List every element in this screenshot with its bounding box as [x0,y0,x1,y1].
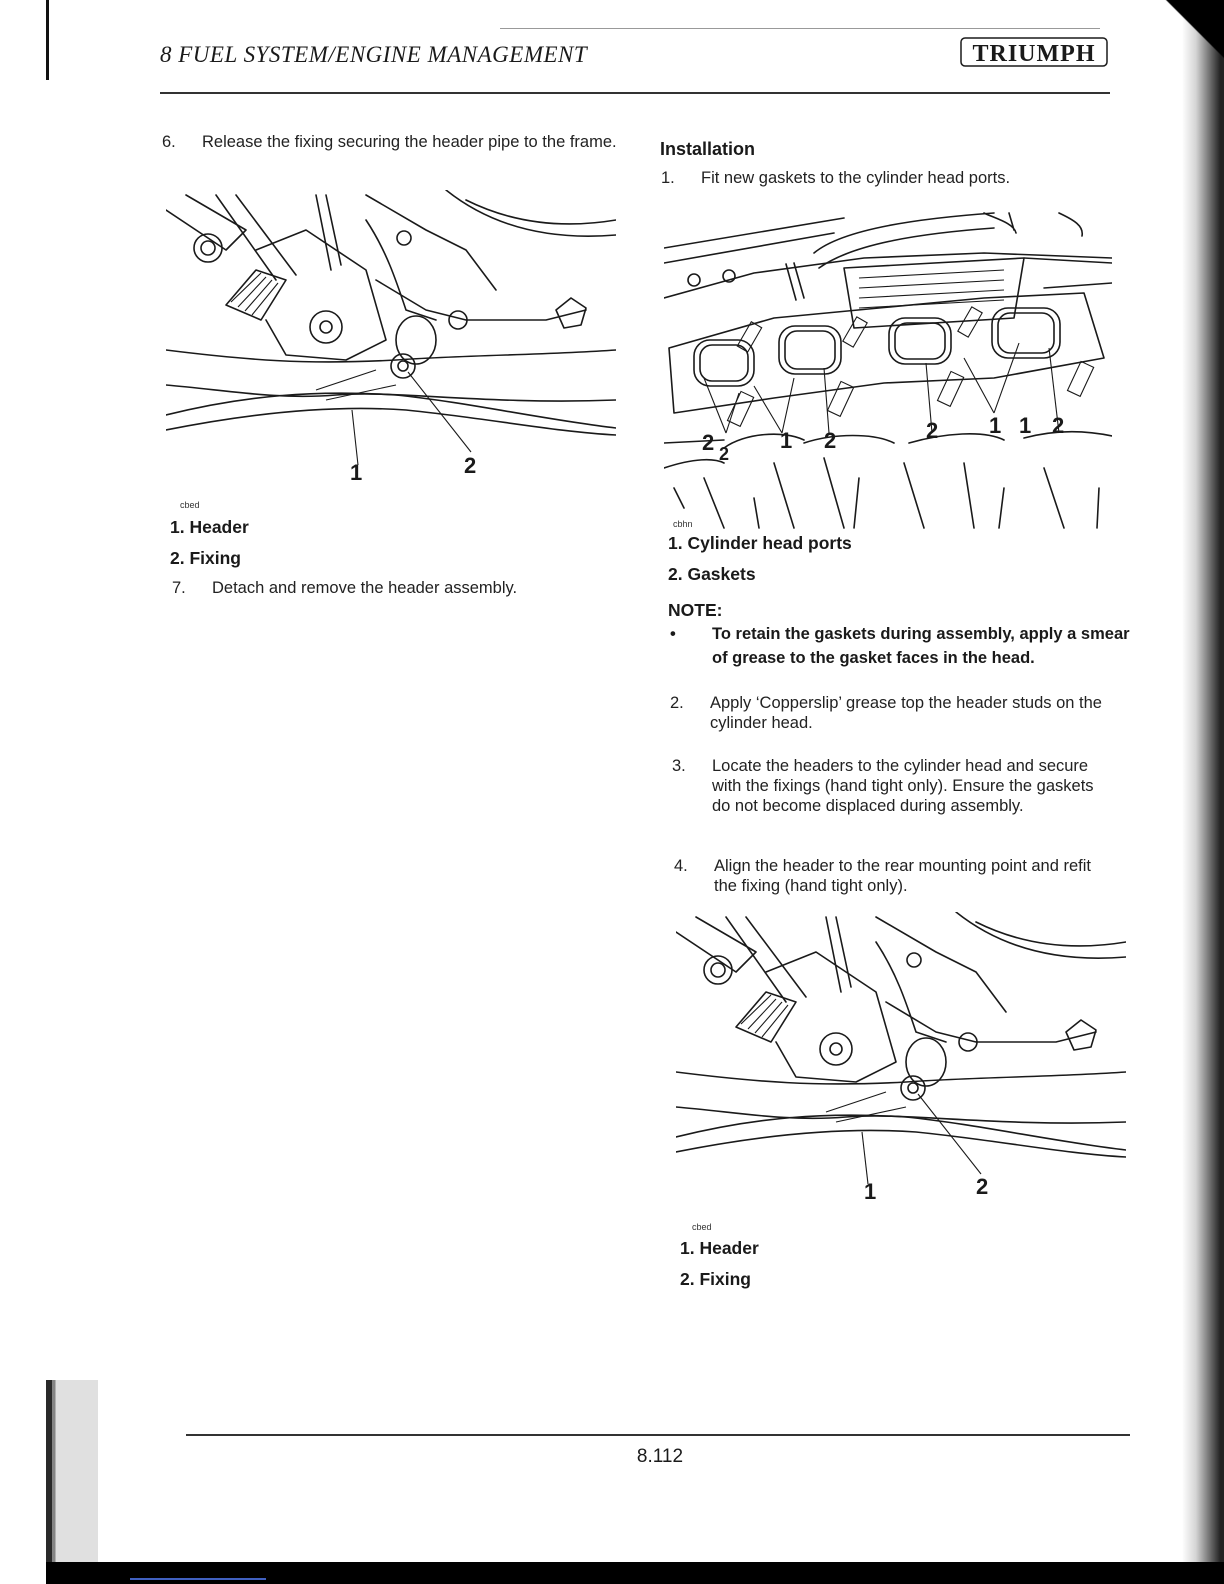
header-rule [160,92,1110,94]
scan-edge [46,0,49,80]
figure-caption: 2. Gaskets [668,564,756,584]
step-4 [674,856,1114,896]
step-7 [172,578,632,598]
svg-text:2: 2 [824,428,837,453]
step-number: 4. [674,857,688,875]
step-text: Locate the headers to the cylinder head and secure with the fixings (hand tight only). Ensure the gaskets do not become displaced during assembly. [712,757,1094,815]
figure-caption: 2. Fixing [170,548,241,568]
step-text: Release the fixing securing the header pipe to the frame. [202,133,617,151]
figure-code: cbhn [673,519,693,529]
figure-code: cbed [692,1222,712,1232]
step-2 [670,693,1126,733]
step-text: Align the header to the rear mounting point and refit the fixing (hand tight only). [714,857,1091,895]
scan-edge [46,1562,1224,1584]
svg-text:1: 1 [989,413,1002,438]
step-text: Detach and remove the header assembly. [212,579,518,597]
svg-text:1: 1 [1019,413,1032,438]
scan-edge [1114,0,1224,80]
figure-code: cbed [180,500,200,510]
svg-text:2: 2 [702,430,715,455]
note-text: To retain the gaskets during assembly, apply a smear of grease to the gasket faces in the head. [712,625,1130,667]
scan-edge [46,1380,98,1584]
figure-caption: 1. Header [170,517,249,537]
step-text: Apply ‘Copperslip’ grease top the header studs on the cylinder head. [710,694,1102,732]
step-number: 7. [172,579,186,597]
step-number: 1. [661,169,675,187]
figure-header-fixing-removal [166,190,616,490]
figure-caption: 1. Header [680,1238,759,1258]
step-6 [162,132,622,152]
step-text: Fit new gaskets to the cylinder head ports. [701,169,1011,187]
step-number: 6. [162,133,176,151]
svg-text:2: 2 [976,1174,989,1199]
note-item [670,622,1130,670]
scan-edge [1154,0,1224,1584]
step-3 [672,756,1112,816]
header-top-rule [500,28,1100,29]
figure-header-fixing-refit [676,912,1126,1212]
svg-text:2: 2 [926,418,939,443]
section-heading: Installation [660,139,756,159]
page-title: 8 FUEL SYSTEM/ENGINE MANAGEMENT [160,42,588,67]
svg-text:1: 1 [350,460,363,485]
figure-cylinder-head-gaskets [664,208,1112,533]
bullet-icon: • [670,625,676,643]
svg-text:1: 1 [780,428,793,453]
scan-mark [130,1578,266,1580]
figure-caption: 1. Cylinder head ports [668,533,852,553]
svg-text:2: 2 [1052,413,1065,438]
figure-caption: 2. Fixing [680,1269,751,1289]
step-number: 3. [672,757,686,775]
brand-logo [960,34,1108,70]
svg-text:2: 2 [719,444,730,464]
page-number: 8.112 [636,1446,684,1467]
step-number: 2. [670,694,684,712]
svg-text:2: 2 [464,453,477,478]
note-label: NOTE: [668,600,723,620]
svg-text:TRIUMPH: TRIUMPH [972,41,1096,67]
footer-rule [186,1434,1130,1436]
svg-text:1: 1 [864,1179,877,1204]
step-1 [661,168,1111,188]
